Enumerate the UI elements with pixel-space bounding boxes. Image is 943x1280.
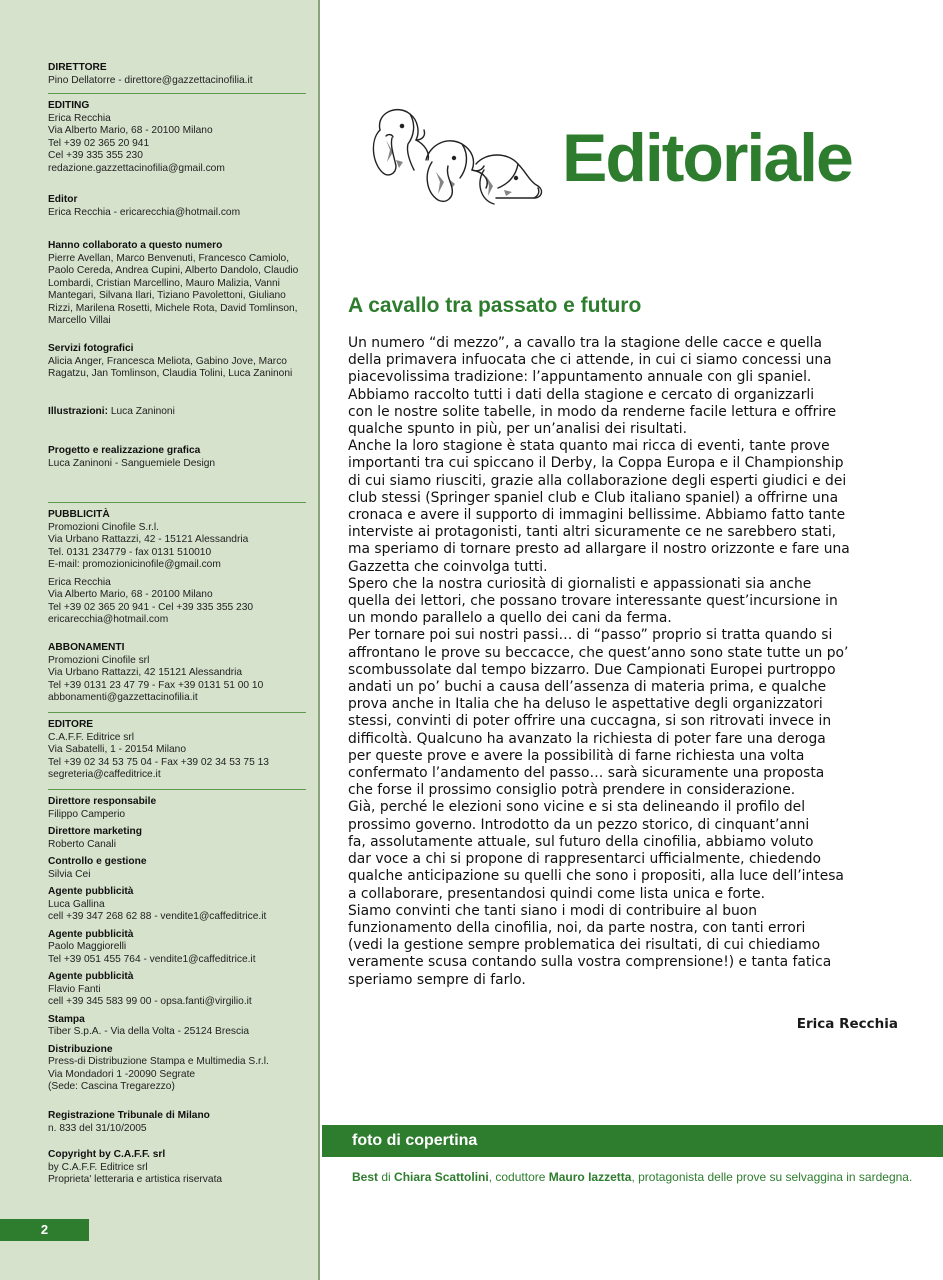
article-line: andati un po’ buchi a causa dell’assenza di materia prima, e qualche xyxy=(348,679,827,696)
article-line: per queste prove e avere la possibilità di farne richiesta una volta xyxy=(348,747,805,764)
article-line: interviste ai protagonisti, tanti altri sicuramente ce ne sarebbero stati, xyxy=(348,524,837,541)
article-line: funzionamento della cinofilia, noi, da parte nostra, con tanti errori xyxy=(348,919,806,936)
masthead-publisher xyxy=(48,719,306,782)
divider xyxy=(48,502,306,503)
masthead-line: Roberto Canali xyxy=(48,838,116,850)
masthead-line: Proprieta' letteraria e artistica riservata xyxy=(48,1174,223,1185)
masthead-line: abbonamenti@gazzettacinofilia.it xyxy=(48,692,198,703)
masthead-line: Rizzi, Marilena Rosetti, Michele Rota, David Tomlinson, xyxy=(48,302,298,314)
masthead-direttore xyxy=(48,62,306,87)
masthead-line: Tel +39 02 365 20 941 xyxy=(48,137,150,149)
masthead-sidebar xyxy=(0,0,320,1280)
masthead-line: n. 833 del 31/10/2005 xyxy=(48,1122,147,1134)
masthead-illustrations xyxy=(48,406,306,419)
article-line: della primavera infuocata che ci attende, in cui ci siamo concessi una xyxy=(348,352,832,369)
masthead-line: Tiber S.p.A. - Via della Volta - 25124 Brescia xyxy=(48,1026,250,1037)
article-line: Per tornare poi sui nostri passi… di “passo” proprio si tratta quando si xyxy=(348,627,833,644)
caption-text: di xyxy=(378,1170,395,1184)
masthead-heading: Servizi fotografici xyxy=(48,343,134,354)
masthead-line: Ragatzu, Jan Tomlinson, Claudia Tolini, Luca Zaninoni xyxy=(48,368,293,379)
article-line: a collaborare, presentandosi quindi come lista unica e forte. xyxy=(348,885,765,902)
masthead-line: Pino Dellatorre - direttore@gazzettacinofilia.it xyxy=(48,74,253,86)
masthead-photographers xyxy=(48,343,306,381)
article-line: importanti tra cui spiccano il Derby, la Coppa Europa e il Championship xyxy=(348,455,844,472)
masthead-line: Promozioni Cinofile srl xyxy=(48,654,150,666)
article-line: che forse il prossimo consiglio potrà prendere in considerazione. xyxy=(348,782,796,799)
article-line: club stessi (Springer spaniel club e Club italiano spaniel) a offrirne una xyxy=(348,489,839,506)
masthead-line: Mantegari, Silvana Ilari, Tiziano Pavolettoni, Giuliano xyxy=(48,290,286,301)
masthead-line: Tel. 0131 234779 - fax 0131 510010 xyxy=(48,546,212,558)
masthead-heading: Illustrazioni: xyxy=(48,406,108,417)
article-line: Gazzetta che coinvolga tutti. xyxy=(348,558,548,575)
masthead-registration xyxy=(48,1110,306,1135)
caption-text: , protagonista delle prove su selvaggina in sardegna. xyxy=(631,1170,913,1184)
masthead-line: Erica Recchia xyxy=(48,576,111,588)
masthead-heading: Registrazione Tribunale di Milano xyxy=(48,1110,210,1121)
masthead-line: Via Alberto Mario, 68 - 20100 Milano xyxy=(48,589,213,600)
cover-photo-banner xyxy=(322,1125,943,1157)
page-number: 2 xyxy=(0,1219,89,1241)
caption-dog-name: Best xyxy=(352,1170,379,1184)
masthead-editor xyxy=(48,194,306,219)
masthead-line: Paolo Maggiorelli xyxy=(48,941,127,952)
masthead-staff xyxy=(48,796,306,1094)
masthead-line: Via Mondadori 1 -20090 Segrate xyxy=(48,1068,196,1080)
article-line: un mondo parallelo a quello dei cani da ferma. xyxy=(348,610,672,627)
article-body xyxy=(348,335,908,989)
masthead-line: Tel +39 02 365 20 941 - Cel +39 335 355 230 xyxy=(48,601,254,613)
masthead-heading: PUBBLICITÀ xyxy=(48,509,110,520)
masthead-heading: Direttore responsabile xyxy=(48,796,157,807)
article-line: difficoltà. Qualcuno ha avanzato la richiesta di poter fare una deroga xyxy=(348,730,826,747)
masthead-heading: Agente pubblicità xyxy=(48,928,134,940)
masthead-line: Lombardi, Cristian Marcellino, Mauro Malizia, Vanni xyxy=(48,277,280,289)
masthead-line: Press-di Distribuzione Stampa e Multimedia S.r.l. xyxy=(48,1056,269,1067)
masthead-heading: Controllo e gestione xyxy=(48,856,147,867)
article-line: cronaca e avere il supporto di immagini bellissime. Abbiamo fatto tante xyxy=(348,507,846,524)
masthead-design xyxy=(48,445,306,470)
masthead-heading: Agente pubblicità xyxy=(48,886,134,897)
article-line: di cui siamo riusciti, grazie alla collaborazione degli esperti giudici e dei xyxy=(348,472,847,489)
masthead-line: Tel +39 051 455 764 - vendite1@caffeditrice.it xyxy=(48,953,256,965)
masthead-line: Erica Recchia - ericarecchia@hotmail.com xyxy=(48,206,241,218)
masthead-line: Tel +39 0131 23 47 79 - Fax +39 0131 51 00 10 xyxy=(48,679,264,691)
article-line: stessi, convinti di poter offrire una cuccagna, si son ritrovati invece in xyxy=(348,713,832,730)
divider xyxy=(48,789,306,790)
masthead-line: redazione.gazzettacinofilia@gmail.com xyxy=(48,162,225,174)
masthead-line: segreteria@caffeditrice.it xyxy=(48,769,161,780)
masthead-line: Filippo Camperio xyxy=(48,808,126,820)
masthead-heading: Direttore marketing xyxy=(48,826,142,837)
article-line: qualche anticipazione su quelli che sono i propositi, alla luce dell’intesa xyxy=(348,868,844,885)
divider xyxy=(48,712,306,713)
article-author: Erica Recchia xyxy=(796,1016,898,1032)
article-line: prossimo governo. Introdotto da un pezzo storico, di cinquant’anni xyxy=(348,816,810,833)
article-line: affrontano le prove su beccacce, che quest’anno sono state tutte un po’ xyxy=(348,644,849,661)
masthead-line: Marcello Villai xyxy=(48,315,111,326)
article-line: quella dei lettori, che possano trovare interessante quest’incursione in xyxy=(348,593,838,610)
masthead-heading: EDITING xyxy=(48,100,90,111)
masthead-line: E-mail: promozionicinofile@gmail.com xyxy=(48,559,221,570)
masthead-line: Luca Gallina xyxy=(48,898,105,910)
article-line: Anche la loro stagione è stata quanto mai ricca di eventi, tante prove xyxy=(348,438,830,455)
article-line: Spero che la nostra curiosità di giornalisti e appassionati sia anche xyxy=(348,575,812,592)
masthead-heading: ABBONAMENTI xyxy=(48,642,125,653)
masthead-line: Luca Zaninoni - Sanguemiele Design xyxy=(48,457,216,469)
masthead-line: Alicia Anger, Francesca Meliota, Gabino Jove, Marco xyxy=(48,355,287,367)
caption-owner-name: Chiara Scattolini xyxy=(394,1170,489,1184)
masthead-line: C.A.F.F. Editrice srl xyxy=(48,731,135,743)
masthead-collaborators xyxy=(48,240,306,328)
masthead-heading: DIRETTORE xyxy=(48,62,107,73)
article-line: Un numero “di mezzo”, a cavallo tra la stagione delle cacce e quella xyxy=(348,335,822,351)
article-line: scombussolate dal tempo bizzarro. Due Campionati Europei purtroppo xyxy=(348,661,836,678)
masthead-copyright xyxy=(48,1149,306,1187)
article-line: Abbiamo raccolto tutti i dati della stagione e cercato di organizzarli xyxy=(348,386,815,403)
caption-text: , coduttore xyxy=(488,1170,549,1184)
masthead-line: Pierre Avellan, Marco Benvenuti, Francesco Camiolo, xyxy=(48,252,290,264)
masthead-line: cell +39 345 583 99 00 - opsa.fanti@virgilio.it xyxy=(48,996,252,1007)
cover-photo-caption xyxy=(352,1170,912,1184)
masthead-subscriptions xyxy=(48,642,306,705)
article-line: fa, assolutamente attuale, sul futuro della cinofilia, abbiamo voluto xyxy=(348,833,814,850)
masthead-line: Flavio Fanti xyxy=(48,983,101,995)
masthead-heading: Distribuzione xyxy=(48,1043,113,1055)
masthead-heading: Stampa xyxy=(48,1013,85,1025)
article-title: A cavallo tra passato e futuro xyxy=(348,294,642,317)
article-line: ma speriamo di tornare presto ad allargare il nostro orizzonte e fare una xyxy=(348,541,850,558)
masthead-heading: Hanno collaborato a questo numero xyxy=(48,240,223,251)
masthead-line: Silvia Cei xyxy=(48,868,91,880)
masthead-heading: Progetto e realizzazione grafica xyxy=(48,445,201,456)
article-line: speriamo sempre di farlo. xyxy=(348,971,526,988)
article-line: qualche spunto in più, per un’analisi dei risultati. xyxy=(348,421,688,438)
masthead-heading: Copyright by C.A.F.F. srl xyxy=(48,1149,166,1160)
article-line: Siamo convinti che tanti siano i modi di contribuire al buon xyxy=(348,902,758,919)
masthead-line: Luca Zaninoni xyxy=(110,406,175,417)
masthead-line: Erica Recchia xyxy=(48,112,111,124)
article-line: veramente scusa contando sulla vostra comprensione!) e tanta fatica xyxy=(348,954,832,971)
masthead-line: Cel +39 335 355 230 xyxy=(48,150,143,161)
masthead-heading: Agente pubblicità xyxy=(48,971,134,982)
masthead-line: Via Urbano Rattazzi, 42 15121 Alessandria xyxy=(48,667,243,678)
cover-photo-label: foto di copertina xyxy=(352,1132,478,1149)
article-line: piacevolissima tradizione: l’appuntamento annuale con gli spaniel. xyxy=(348,369,812,386)
masthead-heading: EDITORE xyxy=(48,719,94,730)
masthead-line: (Sede: Cascina Tregarezzo) xyxy=(48,1081,175,1092)
article-line: prova anche in Italia che ha deluso le aspettative degli organizzatori xyxy=(348,696,823,713)
masthead-line: by C.A.F.F. Editrice srl xyxy=(48,1161,148,1173)
spaniel-dogs-illustration xyxy=(366,100,548,210)
article-line: confermato l’andamento del passo… sarà sicuramente una proposta xyxy=(348,765,825,782)
masthead-heading: Editor xyxy=(48,194,78,205)
article-line: (vedi la gestione sempre problematica dei risultati, di cui chiediamo xyxy=(348,937,821,954)
article-line: dar voce a chi si propone di rappresentarci ufficialmente, chiedendo xyxy=(348,851,822,868)
masthead-line: cell +39 347 268 62 88 - vendite1@caffeditrice.it xyxy=(48,911,267,922)
article-line: Già, perché le elezioni sono vicine e si sta delineando il profilo del xyxy=(348,799,806,816)
article-line: con le nostre solite tabelle, in modo da renderne facile lettura e offrire xyxy=(348,403,837,420)
masthead-line: Via Sabatelli, 1 - 20154 Milano xyxy=(48,744,186,755)
masthead-line: Paolo Cereda, Andrea Cupini, Alberto Dandolo, Claudio xyxy=(48,265,299,276)
masthead-line: Via Alberto Mario, 68 - 20100 Milano xyxy=(48,125,213,136)
masthead-line: Promozioni Cinofile S.r.l. xyxy=(48,521,159,533)
masthead-advertising xyxy=(48,509,306,627)
masthead-line: ericarecchia@hotmail.com xyxy=(48,614,169,625)
masthead-editing xyxy=(48,100,306,175)
caption-handler-name: Mauro Iazzetta xyxy=(548,1170,632,1184)
masthead-line: Via Urbano Rattazzi, 42 - 15121 Alessandria xyxy=(48,534,249,545)
page-title: Editoriale xyxy=(562,120,852,196)
masthead-line: Tel +39 02 34 53 75 04 - Fax +39 02 34 53 75 13 xyxy=(48,756,269,768)
divider xyxy=(48,93,306,94)
